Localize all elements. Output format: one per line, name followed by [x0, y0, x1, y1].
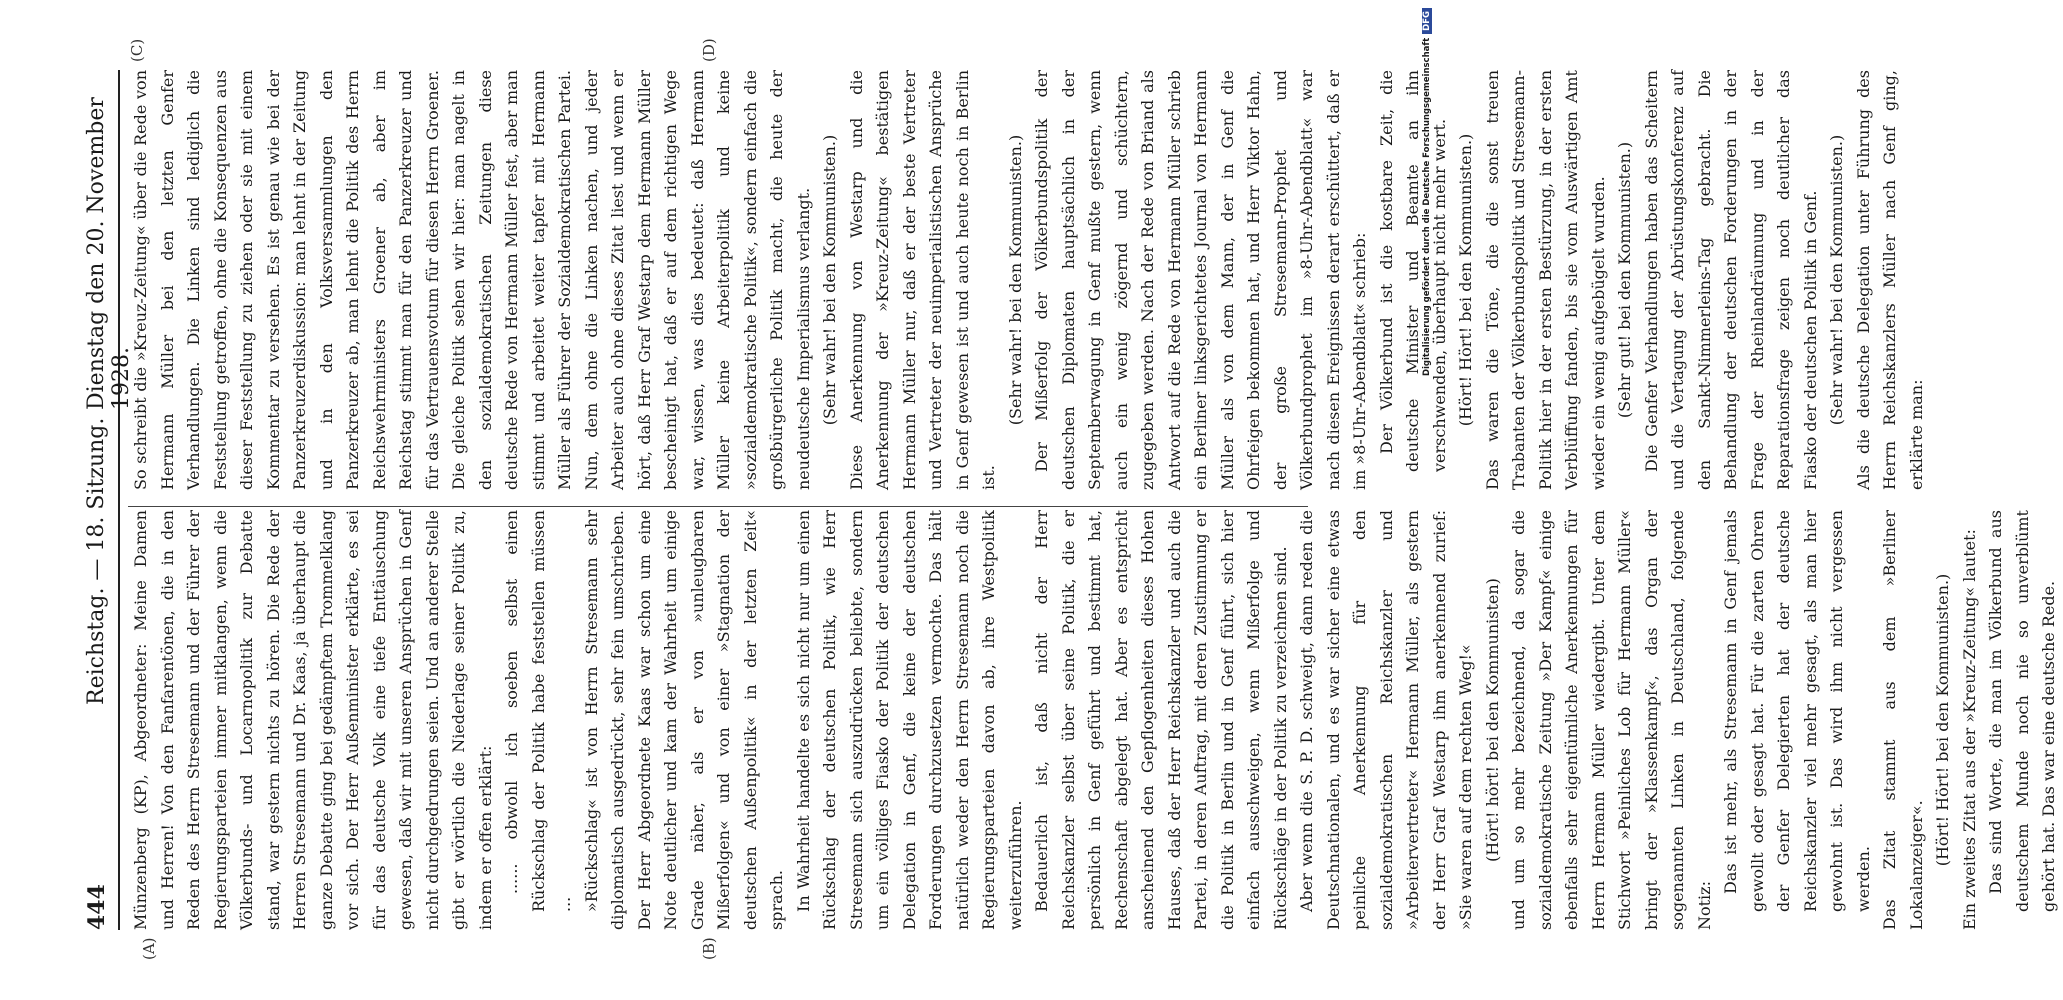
page-number: 444 — [84, 884, 110, 930]
quote: ...... obwohl ich soeben selbst einen Rückschlag der Politik habe feststellen müssen ... — [502, 510, 574, 912]
interjection: (Hört! Hört! bei den Kommunisten.) — [1933, 573, 1952, 867]
paragraph: Diese Anerkennung von Westarp und die Anerkennung der »Kreuz-Zeitung« bestätigen Hermann Müller nur, daß er der beste Vertreter und Vertreter der neuimperialistischen Ansprüche in Genf gewesen ist und auch heute noch in Berlin ist. — [846, 70, 998, 490]
interjection: (Hört! Hört! bei den Kommunisten.) — [1456, 133, 1475, 427]
paragraph: Der Mißerfolg der Völkerbundspolitik der deutschen Diplomaten hauptsächlich in der Septemberwagung in Genf mußte gestern, wenn auch ein wenig zögernd und schüchtern, zugegeben werden. Nach der Rede von Briand als Antwort auf die Rede von Hermann Müller schrieb ein Berliner linksgerichtetes Journal von Hermann Müller als von dem Mann, der in Genf die Ohrfeigen bekommen hat, und Herr Viktor Hahn, der große Stresemann-Prophet und Völkerbundprophet im »8-Uhr-Abendblatt« war nach diesen Ereignissen derart erschüttert, daß er im »8-Uhr-Abendblatt« schrieb: — [1032, 70, 1369, 490]
paragraph: Aber wenn die S. P. D. schweigt, dann reden die Deutschnationalen, und es war sicher eine etwas peinliche Anerkennung für den sozialdemokratischen Reichskanzler und »Arbeitervertreter« Hermann Müller, als gestern der Herr Graf Westarp ihm anerkennend zurief: »Sie waren auf dem rechten Weg!« — [1297, 510, 1475, 930]
interjection: (Sehr wahr! bei den Kommunisten.) — [1827, 134, 1846, 426]
paragraph: So schreibt die »Kreuz-Zeitung« über die Rede von Hermann Müller bei den letzten Genfer Verhandlungen. Die Linken sind lediglich die Feststellung getroffen, ohne die Konsequenzen aus dieser Feststellung zu ziehen oder sie mit einem Kommentar zu versehen. Es ist genau wie bei der Panzerkreuzerdiskussion: man lehnt in der Zeitung und in den Volksversammlungen den Panzerkreuzer ab, man lehnt die Politik des Herrn Reichswehrministers Groener ab, aber im Reichstag stimmt man für den Panzerkreuzer und für das Vertrauensvotum für diesen Herrn Groener. Die gleiche Politik sehen wir hier: man nagelt in den sozialdemokratischen Zeitungen diese deutsche Rede von Hermann Müller fest, aber man stimmt und arbeitet weiter tapfer mit Hermann Müller als Führer der Sozialdemokratischen Partei. Nun, dem ohne die Linken nachen, und jeder Arbeiter auch ohne dieses Zitat liest und wenn er hört, daß Herr Graf Westarp dem Hermann Müller bescheinigt hat, daß er auf dem richtigen Wege war, wissen, was dies bedeutet: daß Hermann Müller keine Arbeiterpolitik und keine »sozialdemokratische Politik«, sondern einfach die großbürgerliche Politik macht, die heute der neudeutsche Imperialismus verlangt. — [131, 70, 813, 490]
funding-text: Digitalisierung gefördert durch die Deutsche Forschungsgemeinschaft — [1422, 37, 1432, 377]
margin-marker-c: (C) — [128, 38, 146, 62]
interjection: (Sehr wahr! bei den Kommunisten.) — [1005, 134, 1025, 426]
header-date: Dienstag den 20. November 1928. — [84, 97, 134, 410]
paragraph: Das waren die Töne, die die sonst treuen Trabanten der Völkerbundspolitik und Stresemann-Politik hier in der ersten Bestürzung, in der ersten Verblüffung fanden, bis sie vom Auswärtigen Amt wieder ein wenig aufgebügelt wurden. — [1482, 70, 1608, 490]
column-divider — [128, 506, 1308, 507]
quote: Das sind Worte, die man im Völkerbund aus deutschem Munde noch nie so unverblümt gehört hat. Das war eine deutsche Rede. — [1986, 510, 2058, 912]
page-header — [78, 70, 134, 930]
paragraph: In Wahrheit handelte es sich nicht nur um einen Rückschlag der deutschen Politik, wie Herr Stresemann sich auszudrücken beliebte, sondern um ein völliges Fiasko der Politik der deutschen Delegation in Genf, die keine der deutschen Forderungen durchzusetzen vermochte. Das hält natürlich weder den Herrn Stresemann noch die Regierungsparteien davon ab, ihre Westpolitik weiterzuführen. — [793, 510, 1025, 930]
paragraph: Das Zitat stammt aus dem »Berliner Lokalanzeiger«. — [1880, 510, 1926, 930]
margin-marker-a: (A) — [140, 937, 158, 960]
interjection: (Sehr wahr! bei den Kommunisten.) — [820, 134, 839, 426]
funding-sidebar — [1422, 8, 1434, 998]
paragraph: Bedauerlich ist, daß nicht der Herr Reichskanzler selbst über seine Politik, die er persönlich in Genf geführt und bestimmt hat, Rechenschaft abgelegt hat. Aber es entspricht anscheinend den Gepflogenheiten dieses Hohen Hauses, daß der Herr Reichskanzler und auch die Partei, in deren Auftrag, mit deren Zustimmung er die Politik in Berlin und in Genf führt, sich hier einfach ausschweigen, wenn Mißerfolge und Rückschläge in der Politik zu verzeichnen sind. — [1032, 510, 1290, 930]
quote: Der Völkerbund ist die kostbare Zeit, die deutsche Minister und Beamte an ihn verschwenden, überhaupt nicht mehr wert. — [1376, 70, 1449, 472]
margin-marker-d: (D) — [700, 38, 718, 62]
paragraph: und um so mehr bezeichnend, da sogar die sozialdemokratische Zeitung »Der Kampf« einige ebenfalls sehr eigentümliche Anerkennungen für Herrn Hermann Müller wiedergibt. Unter dem Stichwort »Peinliches Lob für Hermann Müller« bringt der »Klassenkampf«, das Organ der sogenannten Linken in Deutschland, folgende Notiz: — [1509, 510, 1714, 930]
dfg-logo: DFG — [1422, 8, 1432, 34]
interjection: (Hört! hört! bei den Kommunisten) — [1482, 578, 1502, 862]
header-session-title: Reichstag. — 18. Sitzung. — [84, 417, 109, 705]
paragraph: Die Genfer Verhandlungen haben das Scheitern und die Vertagung der Abrüstungskonferenz auf den Sankt-Nimmerleins-Tag gebracht. Die Behandlung der deutschen Forderungen in der Frage der Rheinlandräumung und in der Reparationsfrage zeigen noch deutlicher das Fiasko der deutschen Politik in Genf. — [1641, 70, 1820, 490]
paragraph: Ein zweites Zitat aus der »Kreuz-Zeitung« lautet: — [1959, 529, 1979, 930]
paragraph: Als die deutsche Delegation unter Führung des Herrn Reichskanzlers Müller nach Genf ging, erklärte man: — [1853, 70, 1926, 490]
interjection: (Sehr gut! bei den Kommunisten.) — [1615, 141, 1634, 419]
funding-note — [1422, 8, 1434, 998]
paragraph: »Rückschlag« ist von Herrn Stresemann sehr diplomatisch ausgedrückt, sehr fein umschrieben. Der Herr Abgeordnete Kaas war schon um eine Note deutlicher und kam der Wahrheit um einige Grade näher, als er von »unleugbaren Mißerfolgen« und von einer »Stagnation der deutschen Außenpolitik« in der letzten Zeit« sprach. — [581, 510, 786, 930]
paragraph: Münzenberg (KP), Abgeordneter: Meine Damen und Herren! Von den Fanfarentönen, die in den Reden des Herrn Stresemann und der Führer der Regierungsparteien immer mitklangen, wenn die Völkerbunds- und Locarnopolitik zur Debatte stand, war gestern nichts zu hören. Die Rede der Herren Stresemann und Dr. Kaas, ja überhaupt die ganze Debatte ging bei gedämpftem Trommelklang vor sich. Der Herr Außenminister erklärte, es sei für das deutsche Volk eine tiefe Enttäuschung gewesen, daß wir mit unseren Ansprüchen in Genf nicht durchgedrungen seien. Und an anderer Stelle gibt er wörtlich die Niederlage seiner Politik zu, indem er offen erklärt: — [131, 510, 495, 930]
text-column-left — [128, 510, 2063, 930]
quote: Das ist mehr, als Stresemann in Genf jemals gewollt oder gesagt hat. Für die zarten Ohren der Genfer Delegierten hat der deutsche Reichskanzler viel mehr gesagt, als man hier gewohnt ist. Das wird ihm nicht vergessen werden. — [1721, 510, 1873, 912]
text-column-right — [128, 70, 1930, 490]
margin-marker-b: (B) — [700, 937, 718, 960]
